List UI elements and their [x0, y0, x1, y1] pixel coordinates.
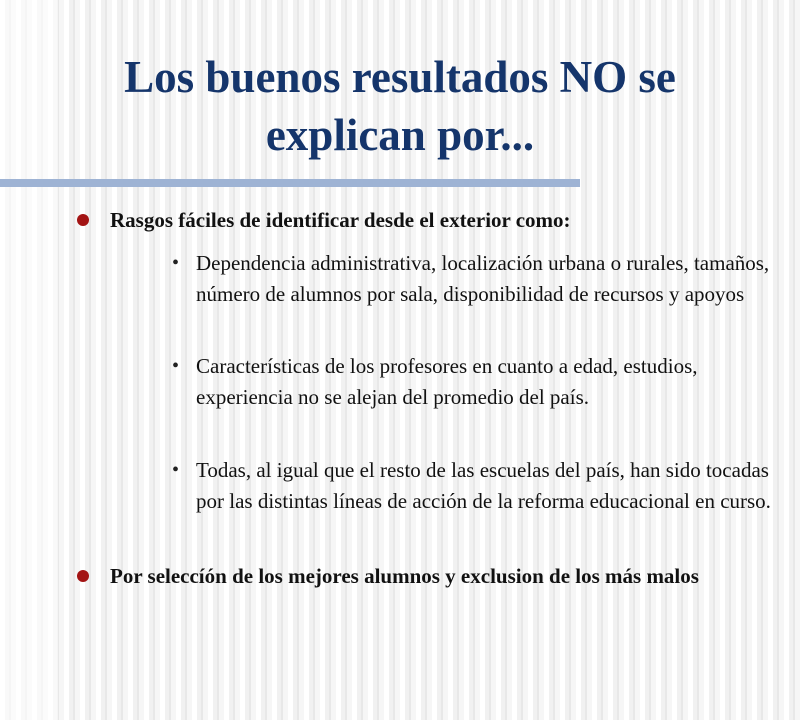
title-line-1: Los buenos resultados NO se — [124, 52, 676, 102]
dot-bullet-icon: • — [172, 252, 180, 274]
bullet-main-1 — [110, 205, 770, 235]
round-bullet-icon — [77, 570, 89, 582]
bullet-sub-3-text: Todas, al igual que el resto de las escuelas del país, han sido tocadas por las distintas líneas de acción de la reforma educacional en curso. — [196, 458, 771, 513]
round-bullet-icon — [77, 214, 89, 226]
bullet-sub-3 — [172, 455, 771, 516]
bullet-sub-1 — [172, 248, 771, 309]
title-divider — [0, 179, 580, 187]
dot-bullet-icon: • — [172, 459, 180, 481]
dot-bullet-icon: • — [172, 355, 180, 377]
bullet-main-2-text: Por seleccíón de los mejores alumnos y exclusion de los más malos — [110, 564, 699, 588]
bullet-main-1-text: Rasgos fáciles de identificar desde el exterior como: — [110, 208, 571, 232]
bullet-sub-2-text: Características de los profesores en cuanto a edad, estudios, experiencia no se alejan del promedio del país. — [196, 354, 698, 409]
bullet-main-2 — [110, 561, 770, 591]
title-line-2: explican por... — [265, 110, 535, 160]
bullet-sub-2 — [172, 351, 771, 412]
slide-title — [30, 48, 770, 164]
bullet-sub-1-text: Dependencia administrativa, localización urbana o rurales, tamaños, número de alumnos por sala, disponibilidad de recursos y apoyos — [196, 251, 770, 306]
